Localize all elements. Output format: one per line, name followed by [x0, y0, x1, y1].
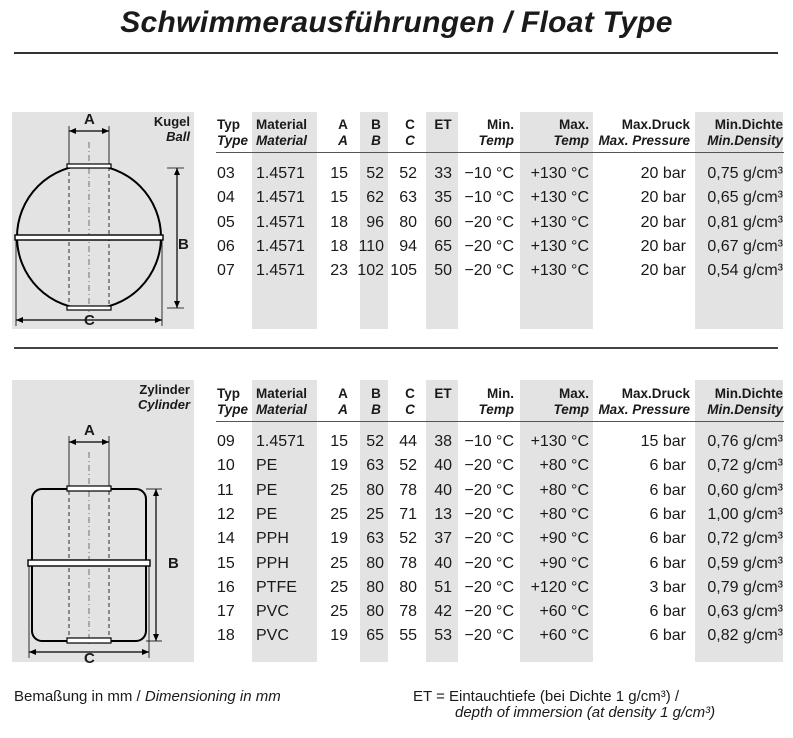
cell-a: 15: [330, 433, 348, 450]
header-min: Min.: [487, 117, 514, 132]
cell-min: −10 °C: [464, 165, 514, 182]
ball-dim-a-label: A: [84, 111, 95, 128]
cell-druck: 20 bar: [640, 165, 686, 182]
header-et: ET: [434, 117, 452, 132]
cell-druck: 6 bar: [649, 530, 686, 548]
cell-dichte: 0,60 g/cm³: [707, 481, 783, 499]
table-row: [0, 552, 793, 576]
cell-typ: 15: [217, 554, 235, 572]
cell-c: 80: [399, 578, 417, 596]
cell-material: 1.4571: [256, 237, 305, 255]
cell-b: 52: [366, 433, 384, 450]
cell-druck: 15 bar: [640, 433, 686, 450]
cell-b: 110: [358, 237, 384, 255]
cell-c: 55: [399, 627, 417, 645]
cell-min: −20 °C: [464, 554, 514, 572]
cell-et: 13: [434, 505, 452, 523]
et-note-de: ET = Eintauchtiefe (bei Dichte 1 g/cm³) /: [413, 688, 680, 705]
cell-b: 80: [366, 603, 384, 621]
cell-typ: 04: [217, 189, 235, 207]
cell-c: 44: [399, 433, 417, 450]
cell-et: 50: [434, 262, 452, 280]
cell-et: 51: [434, 578, 452, 596]
et-note-en: depth of immersion (at density 1 g/cm³): [455, 704, 716, 721]
cell-c: 71: [399, 505, 417, 523]
cell-a: 25: [330, 578, 348, 596]
header-type: Type: [217, 402, 249, 417]
cell-b: 25: [366, 505, 384, 523]
cell-c: 52: [399, 457, 417, 475]
title-rule: [14, 52, 778, 54]
cell-min: −10 °C: [464, 189, 514, 207]
cell-a: 23: [330, 262, 348, 280]
table-row: [0, 454, 793, 478]
cell-typ: 05: [217, 213, 235, 231]
cell-c: 52: [399, 530, 417, 548]
cell-druck: 20 bar: [640, 189, 686, 207]
table-row: [0, 527, 793, 551]
cell-dichte: 0,65 g/cm³: [707, 189, 783, 207]
cell-typ: 09: [217, 433, 235, 450]
header-typ: Typ: [217, 386, 240, 401]
dimension-note: [14, 689, 281, 705]
cell-a: 19: [330, 627, 348, 645]
header-max-pressure: Max. Pressure: [598, 402, 690, 417]
cell-et: 40: [434, 457, 452, 475]
cell-max: +130 °C: [530, 262, 589, 280]
cell-druck: 3 bar: [649, 578, 686, 596]
ball-dim-c-label: C: [84, 312, 95, 329]
cell-a: 25: [330, 603, 348, 621]
cell-c: 94: [399, 237, 417, 255]
cell-b: 63: [366, 457, 384, 475]
cell-material: PE: [256, 457, 278, 475]
cell-material: 1.4571: [256, 213, 305, 231]
cell-max: +80 °C: [539, 505, 589, 523]
table-row: [0, 186, 793, 210]
cell-material: 1.4571: [256, 165, 305, 182]
cell-druck: 6 bar: [649, 505, 686, 523]
cell-druck: 6 bar: [649, 481, 686, 499]
cell-min: −20 °C: [464, 530, 514, 548]
cell-druck: 20 bar: [640, 213, 686, 231]
cell-max: +130 °C: [530, 237, 589, 255]
header-c-en: C: [405, 402, 415, 417]
cell-material: PVC: [256, 603, 289, 621]
cell-dichte: 0,79 g/cm³: [707, 578, 783, 596]
cell-dichte: 0,76 g/cm³: [707, 433, 783, 450]
cell-material: 1.4571: [256, 433, 305, 450]
header-b: B: [371, 117, 381, 132]
cell-a: 19: [330, 530, 348, 548]
cell-b: 62: [366, 189, 384, 207]
table-row: [0, 576, 793, 600]
cylinder-table-header: [0, 386, 793, 420]
header-a: A: [338, 117, 348, 132]
cell-material: PPH: [256, 530, 289, 548]
cell-min: −20 °C: [464, 481, 514, 499]
cell-et: 53: [434, 627, 452, 645]
table-row: [0, 503, 793, 527]
cell-b: 80: [366, 554, 384, 572]
cell-c: 78: [399, 603, 417, 621]
section-divider: [14, 347, 778, 349]
header-max: Max.: [558, 386, 589, 401]
cell-b: 52: [366, 165, 384, 182]
cell-b: 63: [366, 530, 384, 548]
cell-dichte: 0,54 g/cm³: [707, 262, 783, 280]
cell-dichte: 0,59 g/cm³: [707, 554, 783, 572]
cell-max: +130 °C: [530, 433, 589, 450]
cell-druck: 6 bar: [649, 554, 686, 572]
cell-typ: 14: [217, 530, 235, 548]
cell-typ: 07: [217, 262, 235, 280]
header-material: Material: [256, 117, 308, 132]
cell-material: PPH: [256, 554, 289, 572]
cell-c: 80: [399, 213, 417, 231]
cell-dichte: 0,72 g/cm³: [707, 530, 783, 548]
cell-dichte: 1,00 g/cm³: [707, 505, 783, 523]
cell-et: 35: [434, 189, 452, 207]
cell-max: +80 °C: [539, 481, 589, 499]
cell-dichte: 0,67 g/cm³: [707, 237, 783, 255]
table-row: [0, 235, 793, 259]
ball-table-header: [0, 117, 793, 151]
header-max: Max.: [558, 117, 589, 132]
cell-min: −10 °C: [464, 433, 514, 450]
cell-max: +90 °C: [539, 530, 589, 548]
header-min-temp: Temp: [478, 133, 514, 148]
cylinder-dim-c-label: C: [84, 650, 95, 667]
cylinder-label-de: Zylinder: [139, 382, 190, 397]
cylinder-label-en: Cylinder: [137, 397, 190, 412]
cell-max: +130 °C: [530, 213, 589, 231]
cell-typ: 10: [217, 457, 235, 475]
cell-material: PE: [256, 505, 278, 523]
header-max-druck: Max.Druck: [621, 117, 690, 132]
cell-max: +90 °C: [539, 554, 589, 572]
cell-a: 19: [330, 457, 348, 475]
header-min-density: Min.Density: [707, 133, 783, 148]
cell-c: 63: [399, 189, 417, 207]
ball-dim-b-label: B: [178, 236, 189, 253]
cell-dichte: 0,72 g/cm³: [707, 457, 783, 475]
cell-typ: 12: [217, 505, 235, 523]
table-row: [0, 162, 793, 186]
cell-b: 102: [357, 262, 384, 280]
ball-label-de: Kugel: [153, 114, 190, 129]
cell-c: 78: [399, 481, 417, 499]
header-type: Type: [217, 133, 249, 148]
cell-a: 25: [330, 505, 348, 523]
header-a: A: [338, 386, 348, 401]
cell-min: −20 °C: [464, 213, 514, 231]
cell-et: 40: [434, 554, 452, 572]
cell-et: 33: [434, 165, 452, 182]
header-a-en: A: [338, 133, 348, 148]
cell-b: 80: [366, 481, 384, 499]
cell-druck: 20 bar: [640, 237, 686, 255]
cylinder-dim-b-label: B: [168, 555, 179, 572]
cell-a: 18: [330, 237, 348, 255]
header-max-temp: Temp: [553, 402, 589, 417]
header-max-druck: Max.Druck: [621, 386, 690, 401]
cell-a: 18: [330, 213, 348, 231]
table-row: [0, 211, 793, 235]
cell-max: +120 °C: [530, 578, 589, 596]
cell-et: 37: [434, 530, 452, 548]
header-min-dichte: Min.Dichte: [714, 386, 783, 401]
cell-dichte: 0,63 g/cm³: [707, 603, 783, 621]
page-title: Schwimmerausführungen / Float Type: [120, 6, 673, 39]
cell-material: 1.4571: [256, 262, 305, 280]
cell-min: −20 °C: [464, 627, 514, 645]
cell-c: 105: [390, 262, 417, 280]
cell-material: 1.4571: [256, 189, 305, 207]
header-min-dichte: Min.Dichte: [714, 117, 783, 132]
header-c-en: C: [405, 133, 415, 148]
table-row: [0, 600, 793, 624]
cell-druck: 20 bar: [640, 262, 686, 280]
cell-dichte: 0,82 g/cm³: [707, 627, 783, 645]
header-max-temp: Temp: [553, 133, 589, 148]
cell-c: 78: [399, 554, 417, 572]
cell-et: 65: [434, 237, 452, 255]
cell-material: PVC: [256, 627, 289, 645]
cell-a: 25: [330, 554, 348, 572]
header-b-en: B: [371, 133, 381, 148]
cell-max: +130 °C: [530, 165, 589, 182]
header-b-en: B: [371, 402, 381, 417]
cell-druck: 6 bar: [649, 627, 686, 645]
cell-dichte: 0,75 g/cm³: [707, 165, 783, 182]
table-row: [0, 259, 793, 283]
cell-material: PTFE: [256, 578, 297, 596]
header-material-en: Material: [256, 133, 308, 148]
header-a-en: A: [338, 402, 348, 417]
cell-material: PE: [256, 481, 278, 499]
cell-b: 80: [366, 578, 384, 596]
cell-min: −20 °C: [464, 262, 514, 280]
header-min: Min.: [487, 386, 514, 401]
header-min-temp: Temp: [478, 402, 514, 417]
header-typ: Typ: [217, 117, 240, 132]
header-c: C: [405, 386, 415, 401]
cell-typ: 03: [217, 165, 235, 182]
cell-typ: 06: [217, 237, 235, 255]
cell-b: 65: [366, 627, 384, 645]
header-max-pressure: Max. Pressure: [598, 133, 690, 148]
dimension-note-en: Dimensioning in mm: [144, 688, 281, 705]
cell-b: 96: [366, 213, 384, 231]
table-row: [0, 479, 793, 503]
cell-max: +130 °C: [530, 189, 589, 207]
cell-a: 25: [330, 481, 348, 499]
header-material: Material: [256, 386, 308, 401]
cell-typ: 17: [217, 603, 235, 621]
cell-min: −20 °C: [464, 237, 514, 255]
ball-label-en: Ball: [166, 129, 190, 144]
dimension-note-de: Bemaßung in mm /: [14, 688, 145, 705]
cell-min: −20 °C: [464, 457, 514, 475]
header-c: C: [405, 117, 415, 132]
cell-typ: 16: [217, 578, 235, 596]
cell-druck: 6 bar: [649, 603, 686, 621]
cylinder-dim-a-label: A: [84, 422, 95, 439]
header-min-density: Min.Density: [707, 402, 783, 417]
cell-typ: 11: [217, 481, 234, 499]
cell-et: 40: [434, 481, 452, 499]
table-row: [0, 624, 793, 648]
cell-druck: 6 bar: [649, 457, 686, 475]
cell-max: +80 °C: [539, 457, 589, 475]
cell-min: −20 °C: [464, 578, 514, 596]
ball-header-rule: [216, 152, 784, 153]
cell-et: 38: [434, 433, 452, 450]
header-b: B: [371, 386, 381, 401]
cylinder-header-rule: [216, 421, 784, 422]
cell-c: 52: [399, 165, 417, 182]
header-material-en: Material: [256, 402, 308, 417]
cell-dichte: 0,81 g/cm³: [707, 213, 783, 231]
cell-et: 60: [434, 213, 452, 231]
cell-a: 15: [330, 165, 348, 182]
cell-min: −20 °C: [464, 505, 514, 523]
cell-a: 15: [330, 189, 348, 207]
cell-max: +60 °C: [539, 603, 589, 621]
cell-typ: 18: [217, 627, 235, 645]
cell-min: −20 °C: [464, 603, 514, 621]
header-et: ET: [434, 386, 452, 401]
et-note: [413, 689, 715, 721]
cell-et: 42: [434, 603, 452, 621]
table-row: [0, 430, 793, 454]
cell-max: +60 °C: [539, 627, 589, 645]
